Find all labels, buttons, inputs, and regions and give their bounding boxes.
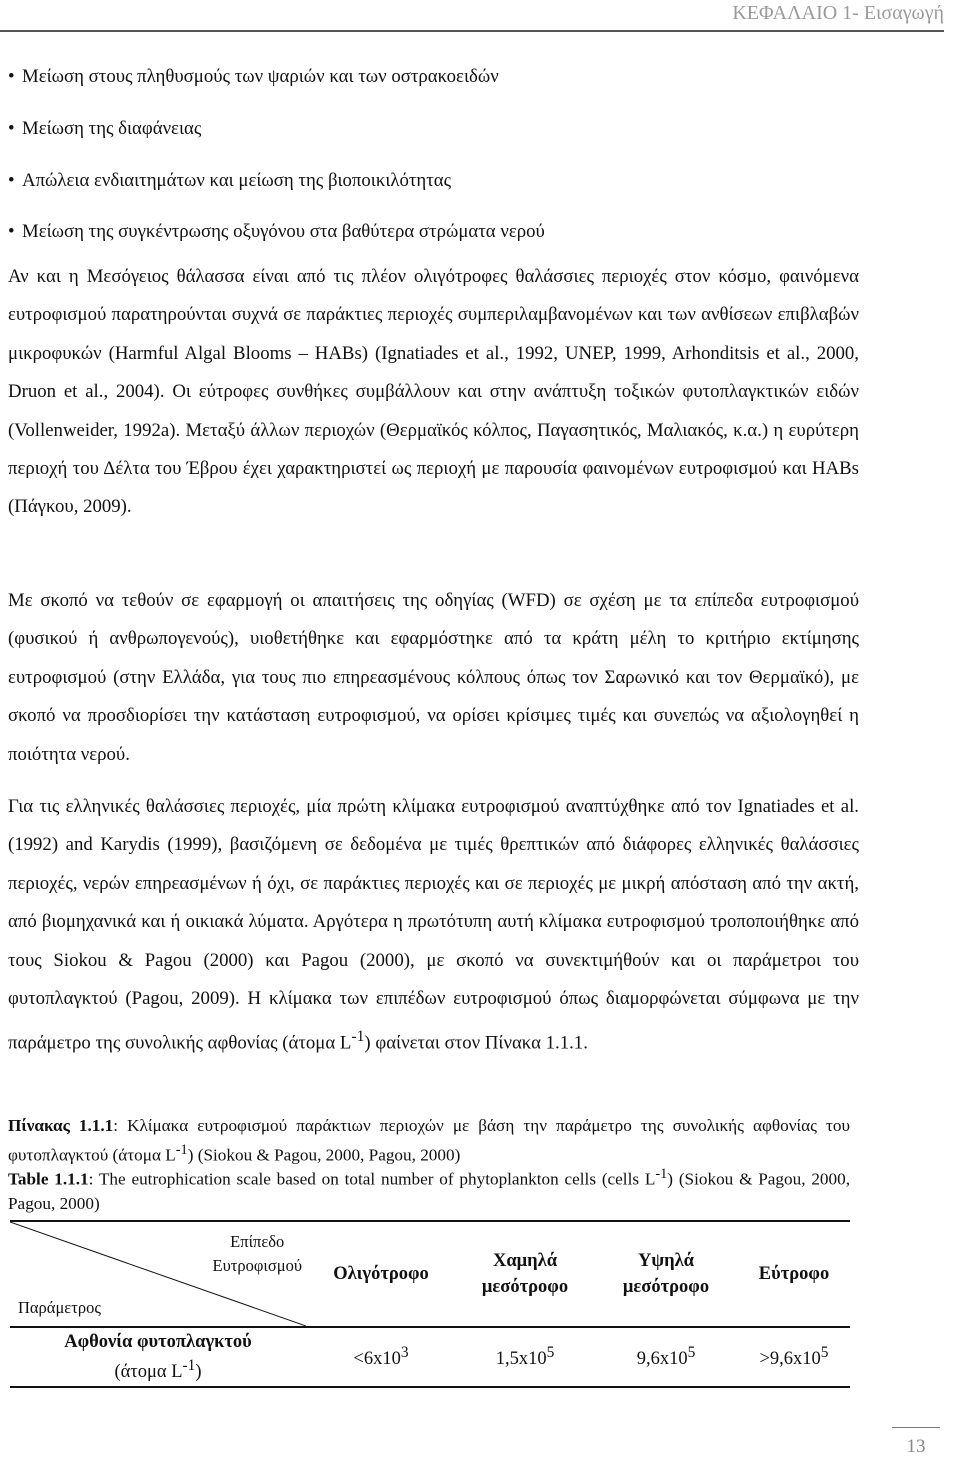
bullet-list	[8, 64, 948, 271]
level-header-label	[213, 1230, 303, 1278]
row-label-phytoplankton-abundance	[10, 1327, 306, 1387]
caption-text-end: ) (Siokou & Pagou, 2000, Pagou, 2000)	[8, 1169, 850, 1213]
paragraph-text: Για τις ελληνικές θαλάσσιες περιοχές, μία πρώτη κλίμακα ευτροφισμού αναπτύχθηκε από τον Ignatiades et al. (1992) and Karydis (1999), βασιζόμενη σε δεδομένα με τιμές θρεπτικών από διάφορες ελληνικές θαλάσσιες περιοχές, νερών επηρεασμένων ή όχι, σε παράκτιες περιοχές και σε περιοχές με μικρή απόσταση από την ακτή, από βιομηχανικά και ή οικιακά λύματα. Αργότερα η πρωτότυπη αυτή κλίμακα ευτροφισμού τροποποιήθηκε από τους Siokou & Pagou (2000) και Pagou (2000), με σκοπό να συνεκτιμήθούν και οι παράμετροι του φυτοπλαγκτού (Pagou, 2009). Η κλίμακα των επιπέδων ευτροφισμού όπως διαμορφώνεται σύμφωνα με την παράμετρο της συνολικής αφθονίας (άτομα L	[8, 796, 859, 1054]
paragraph-mediterranean: Αν και η Μεσόγειος θάλασσα είναι από τις πλέον ολιγότροφες θαλάσσιες περιοχές στον κόσμο, φαινόμενα ευτροφισμού παρατηρούνται συχνά σε παράκτιες περιοχές συμπεριλαμβανομένων και των ανθίσεων επιβλαβών μικροφυκών (Harmful Algal Blooms – HABs) (Ignatiades et al., 1992, UNEP, 1999, Arhonditsis et al., 2000, Druon et al., 2004). Οι εύτροφες συνθήκες συμβάλλουν και στην ανάπτυξη τοξικών φυτοπλαγκτικών ειδών (Vollenweider, 1992a). Μεταξύ άλλων περιοχών (Θερμαϊκός κόλπος, Παγασητικός, Μαλιακός, κ.α.) η ευρύτερη περιοχή του Δέλτα του Έβρου έχει χαρακτηριστεί ως περιοχή με παρουσία φαινομένων ευτροφισμού και HABs (Πάγκου, 2009).	[8, 266, 859, 518]
column-header-line: Υψηλά	[637, 1251, 694, 1271]
column-header-low-mesotrophic	[456, 1221, 594, 1327]
row-label-name: Αφθονία φυτοπλαγκτού	[64, 1331, 252, 1352]
table-caption-greek	[8, 1114, 850, 1168]
column-header-eutrophic	[738, 1221, 850, 1327]
column-header-line: Χαμηλά	[492, 1251, 558, 1271]
row-label-unit: (άτομα L	[114, 1362, 183, 1383]
bullet-item: • Μείωση της συγκέντρωσης οξυγόνου στα βαθύτερα στρώματα νερού	[8, 219, 948, 245]
bullet-item: • Μείωση στους πληθυσμούς των ψαριών και των οστρακοειδών	[8, 64, 948, 90]
table-cell	[738, 1327, 850, 1387]
eutrophication-scale-table	[10, 1220, 850, 1388]
caption-label: Πίνακας 1.1.1	[8, 1116, 114, 1135]
caption-text: : The eutrophication scale based on total number of phytoplankton cells (cells L	[88, 1169, 656, 1189]
page-header	[0, 2, 944, 25]
cell-exponent: 3	[400, 1343, 409, 1361]
footer-rule	[892, 1427, 940, 1428]
caption-label: Table 1.1.1	[8, 1169, 89, 1189]
diagonal-header-cell	[10, 1221, 306, 1327]
cell-exponent: 5	[820, 1343, 829, 1361]
column-header-line: Ολιγότροφο	[333, 1264, 429, 1284]
level-header-line: Ευτροφισμού	[212, 1256, 302, 1275]
page-number: 13	[906, 1436, 926, 1457]
paragraph-text-end: ) φαίνεται στον Πίνακα 1.1.1.	[364, 1032, 588, 1054]
superscript: -1	[655, 1166, 668, 1182]
row-label-unit-close: )	[195, 1362, 202, 1383]
table-row	[10, 1327, 850, 1387]
cell-value: 9,6x10	[636, 1349, 688, 1370]
bullet-item: • Απώλεια ενδιαιτημάτων και μείωση της βιοποικιλότητας	[8, 168, 948, 194]
column-header-line: Εύτροφο	[758, 1264, 830, 1284]
column-header-line: μεσότροφο	[481, 1277, 569, 1297]
chapter-title: ΚΕΦΑΛΑΙΟ 1- Εισαγωγή	[732, 2, 944, 24]
cell-exponent: 5	[546, 1343, 555, 1361]
superscript: -1	[182, 1356, 196, 1374]
cell-value: 1,5x10	[495, 1349, 547, 1370]
column-header-line: μεσότροφο	[622, 1277, 710, 1297]
column-header-oligotrophic	[306, 1221, 456, 1327]
table-caption-english	[8, 1162, 850, 1216]
bullet-item: • Μείωση της διαφάνειας	[8, 116, 948, 142]
caption-text-end: ) (Siokou & Pagou, 2000, Pagou, 2000)	[187, 1145, 461, 1165]
superscript: -1	[175, 1142, 188, 1158]
parameter-header-label: Παράμετρος	[18, 1298, 101, 1317]
cell-exponent: 5	[687, 1343, 696, 1361]
superscript: -1	[351, 1028, 365, 1046]
cell-value: <6x10	[353, 1349, 401, 1370]
table-header-row	[10, 1221, 850, 1327]
caption-text: : Κλίμακα ευτροφισμού παράκτιων περιοχών με βάση την παράμετρο της συνολικής αφθονίας του φυτοπλαγκτού (άτομα L	[8, 1116, 850, 1165]
table-cell	[306, 1327, 456, 1387]
level-header-line: Επίπεδο	[230, 1232, 285, 1251]
table-cell	[594, 1327, 738, 1387]
cell-value: >9,6x10	[759, 1349, 821, 1370]
paragraph-wfd: Με σκοπό να τεθούν σε εφαρμογή οι απαιτήσεις της οδηγίας (WFD) σε σχέση με τα επίπεδα ευτροφισμού (φυσικού ή ανθρωπογενούς), υιοθετήθηκε και εφαρμόστηκε από τα κράτη μέλη το κριτήριο εκτίμησης ευτροφισμού (στην Ελλάδα, για τους πιο επηρεασμένους κόλπους όπως τον Σαρωνικό και τον Θερμαϊκό), με σκοπό να προσδιορίσει την κατάσταση ευτροφισμού, να ορίσει κρίσιμες τιμές και συνεπώς να αξιολογηθεί η ποιότητα νερού.	[8, 590, 859, 765]
paragraph-eutrophication-scale	[8, 788, 859, 1063]
table-cell	[456, 1327, 594, 1387]
column-header-high-mesotrophic	[594, 1221, 738, 1327]
header-rule	[0, 30, 944, 32]
